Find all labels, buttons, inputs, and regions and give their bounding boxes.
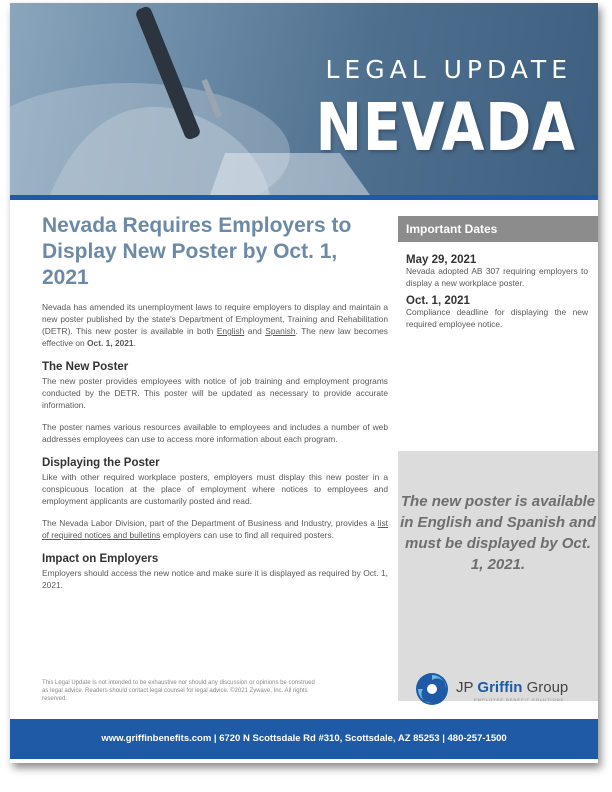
hero-state-name: NEVADA: [315, 89, 576, 166]
article-intro: Nevada has amended its unemployment laws to require employers to display and maintain a new poster published by the state's Department of Employment, Training and Rehabilitation (DETR). This new poster is available in both English and Spanish. The new law becomes effective on Oct. 1, 2021.: [42, 302, 388, 348]
required-notices-link[interactable]: list of required notices and bulletins: [42, 518, 388, 540]
date-description: Nevada adopted AB 307 requiring employers to display a new workplace poster.: [406, 266, 588, 288]
header-divider: [10, 195, 598, 200]
english-poster-link[interactable]: English: [216, 326, 245, 336]
logo-wordmark: JP Griffin Group: [456, 679, 569, 696]
date-entry: May 29, 2021: [406, 254, 477, 266]
callout-text: The new poster is available in English and Spanish and must be displayed by Oct. 1, 2021.: [400, 493, 596, 573]
important-dates-sidebar: [398, 216, 598, 464]
sidebar-heading: Important Dates: [398, 216, 598, 242]
date-description: Compliance deadline for displaying the new required employee notice.: [406, 307, 588, 329]
section-paragraph: The Nevada Labor Division, part of the Department of Business and Industry, provides a list of required notices and bulletins employers can use to find all required posters.: [42, 518, 388, 540]
section-paragraph: Like with other required workplace posters, employers must display this new poster in a conspicuous location at the place of employment where notices to employees and employment applicants are customarily posted and read.: [42, 472, 388, 506]
footer-bar: [10, 719, 598, 759]
article-body: [42, 213, 388, 591]
section-heading-new-poster: The New Poster: [42, 361, 129, 373]
sidebar-dates-box: [398, 242, 598, 464]
swirl-logo-icon: [414, 671, 450, 707]
hero-legal-update: LEGAL UPDATE: [325, 55, 572, 84]
callout-panel: [398, 451, 598, 701]
spanish-poster-link[interactable]: Spanish: [265, 326, 296, 336]
footer-contact: www.griffinbenefits.com | 6720 N Scottsdale Rd #310, Scottsdale, AZ 85253 | 480-257-1500: [101, 733, 507, 744]
hero-banner: [10, 3, 598, 195]
section-heading-displaying: Displaying the Poster: [42, 457, 160, 469]
date-entry: Oct. 1, 2021: [406, 295, 470, 307]
section-heading-impact: Impact on Employers: [42, 553, 159, 565]
section-paragraph: The poster names various resources available to employees and includes a number of web addresses employees can use to access more information about each program.: [42, 422, 388, 444]
logo-tagline: EMPLOYEE BENEFIT SOLUTIONS: [474, 697, 565, 702]
article-title: Nevada Requires Employers to Display New Poster by Oct. 1, 2021: [42, 214, 352, 289]
section-paragraph: Employers should access the new notice and make sure it is displayed as required by Oct. 1, 2021.: [42, 568, 388, 590]
company-logo: [414, 671, 569, 707]
document-page: [10, 3, 598, 763]
section-paragraph: The new poster provides employees with notice of job training and employment programs conducted by the DETR. This poster will be updated as necessary to provide accurate information.: [42, 376, 388, 410]
legal-disclaimer: This Legal Update is not intended to be exhaustive nor should any discussion or opinions be construed as legal advice. Readers should contact legal counsel for legal advice. ©2021 Zywave, Inc. All rights reserved.: [42, 680, 315, 702]
